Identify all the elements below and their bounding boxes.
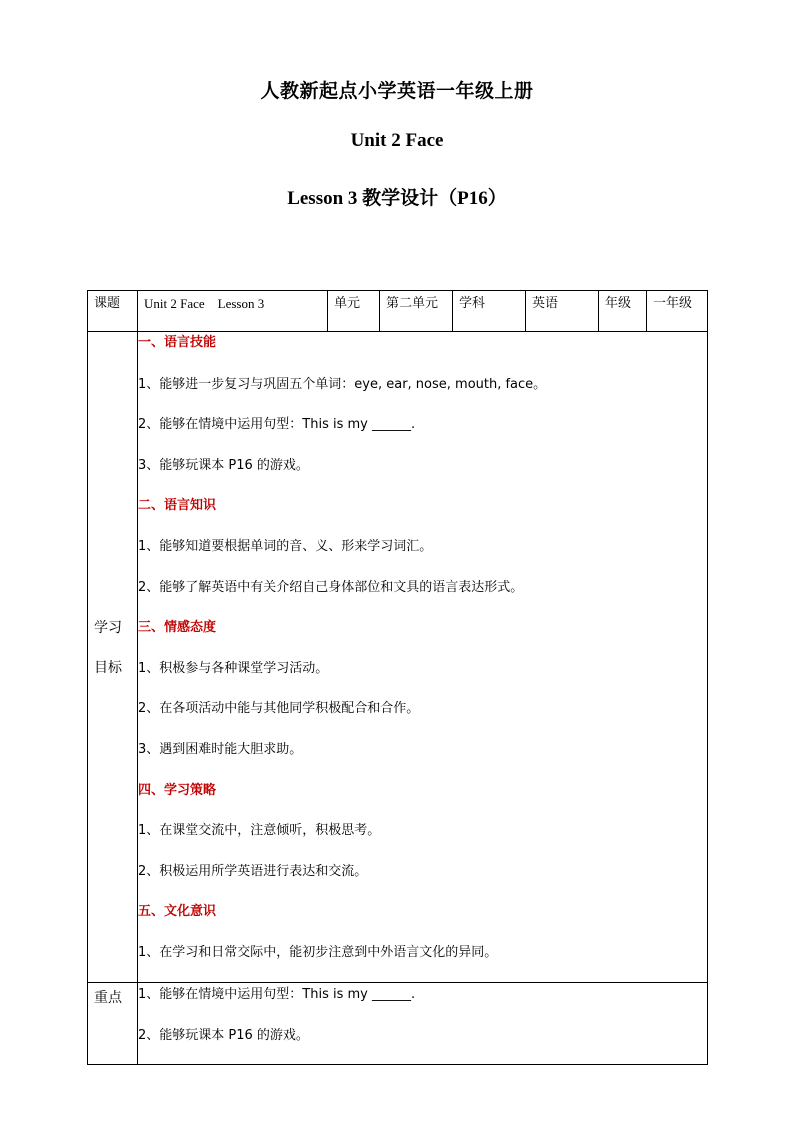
key-points-label: 重点 <box>94 990 122 1006</box>
section-heading: 二、语言知识 <box>138 498 217 514</box>
subject-value: 英语 <box>532 296 559 311</box>
section-heading: 五、文化意识 <box>138 904 217 920</box>
topic-value: Unit 2 Face Lesson 3 <box>144 296 265 311</box>
topic-label: 课题 <box>94 296 121 311</box>
objective-item: 3、遇到困难时能大胆求助。 <box>138 741 303 757</box>
objective-item: 2、能够在情境中运用句型：This is my ______. <box>138 417 416 433</box>
grade-label: 年级 <box>605 296 632 311</box>
objective-item: 2、能够了解英语中有关介绍自己身体部位和文具的语言表达形式。 <box>138 579 524 595</box>
unit-value: 第二单元 <box>386 296 439 311</box>
objectives-content <box>138 332 708 983</box>
key-points-content <box>138 983 708 1065</box>
document-title: 人教新起点小学英语一年级上册 <box>260 81 534 102</box>
objective-item: 1、在课堂交流中，注意倾听，积极思考。 <box>138 823 381 839</box>
objective-item: 2、能够玩课本 P16 的游戏。 <box>138 1027 309 1043</box>
lesson-title: Lesson 3 教学设计（P16） <box>287 188 507 209</box>
objectives-row <box>88 332 708 983</box>
section-heading: 四、学习策略 <box>138 782 217 798</box>
objective-item: 2、在各项活动中能与其他同学积极配合和合作。 <box>138 701 420 717</box>
unit-title: Unit 2 Face <box>350 130 444 151</box>
objective-item: 3、能够玩课本 P16 的游戏。 <box>138 457 309 473</box>
lesson-plan-table <box>87 290 708 1065</box>
objective-item: 1、能够在情境中运用句型：This is my ______. <box>138 987 416 1002</box>
objective-item: 1、在学习和日常交际中，能初步注意到中外语言文化的异同。 <box>138 944 498 960</box>
unit-label: 单元 <box>334 296 361 311</box>
objective-item: 1、积极参与各种课堂学习活动。 <box>138 660 329 676</box>
subject-label: 学科 <box>459 296 486 311</box>
objective-item: 1、能够进一步复习与巩固五个单词：eye, ear, nose, mouth, face。 <box>138 376 547 392</box>
header-row <box>88 291 708 332</box>
key-points-row <box>88 983 708 1065</box>
grade-value: 一年级 <box>653 296 693 311</box>
section-heading: 一、语言技能 <box>138 335 217 350</box>
section-heading: 三、情感态度 <box>138 620 217 636</box>
objective-item: 1、能够知道要根据单词的音、义、形来学习词汇。 <box>138 538 433 554</box>
objective-item: 2、积极运用所学英语进行表达和交流。 <box>138 863 368 879</box>
objectives-label-line2: 目标 <box>94 660 122 676</box>
objectives-label-line1: 学习 <box>94 620 122 636</box>
